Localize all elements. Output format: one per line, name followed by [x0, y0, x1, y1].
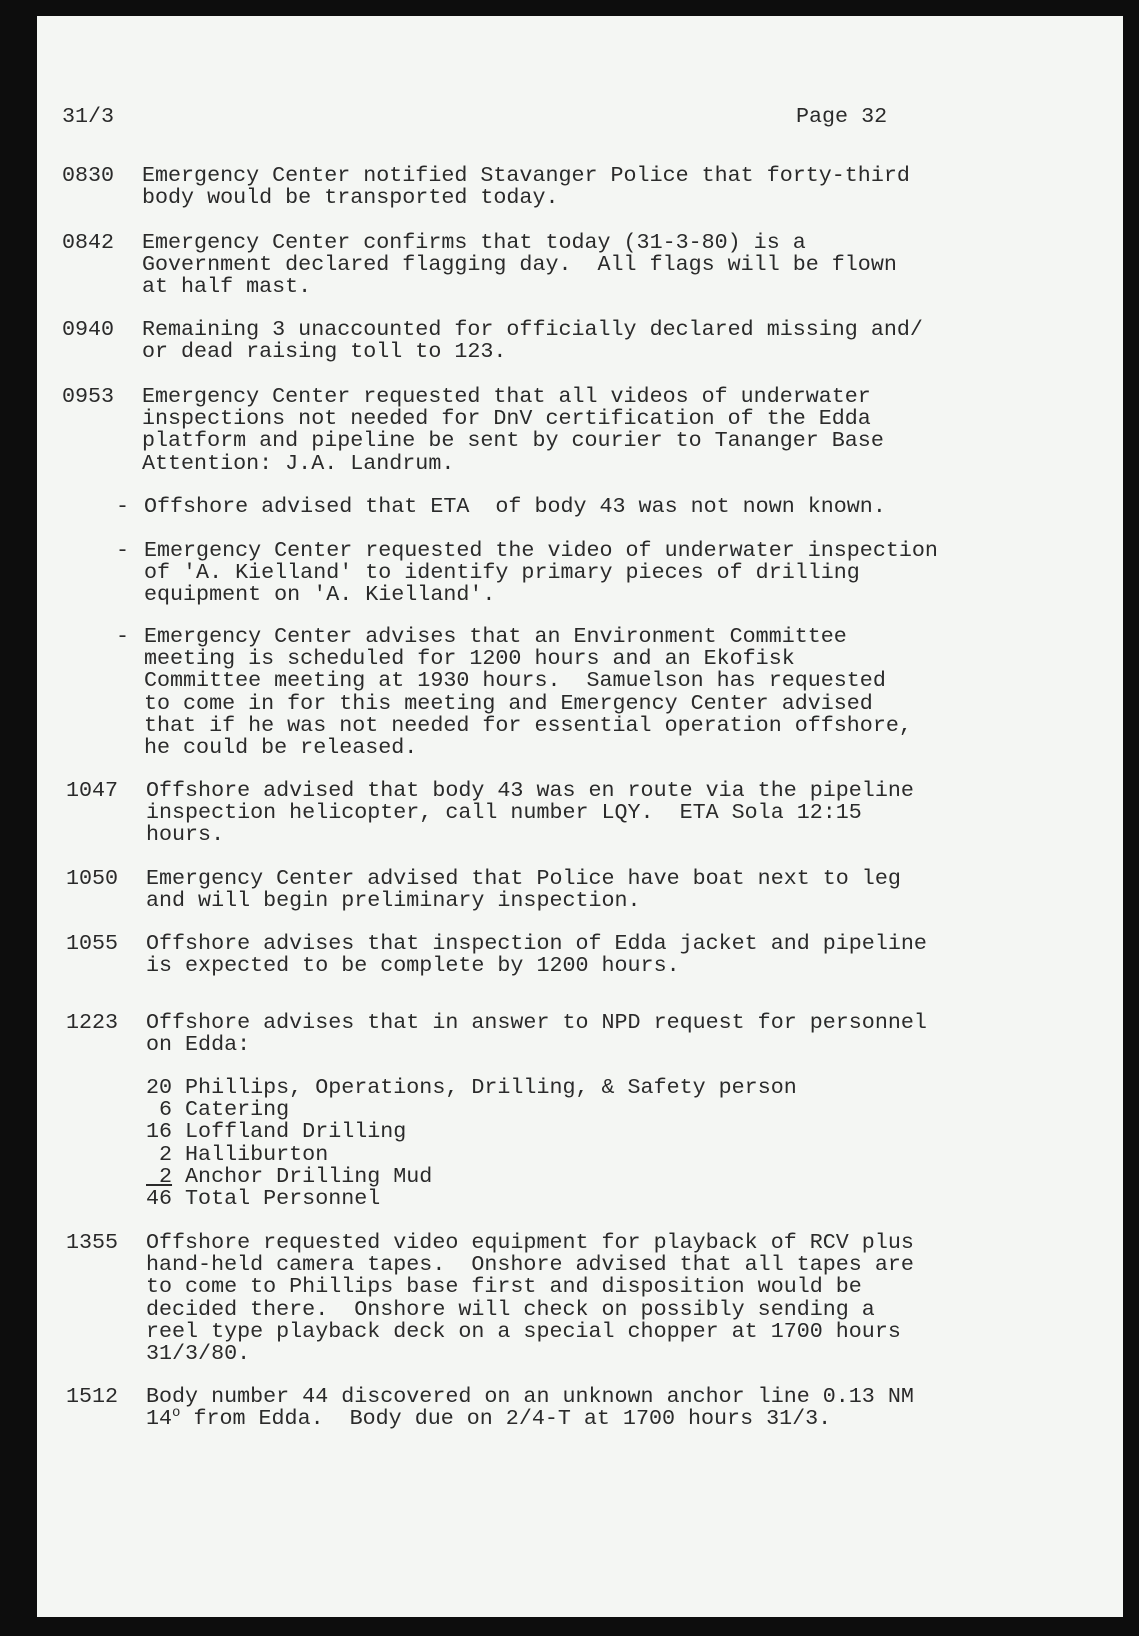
- bullet-dash: -: [116, 624, 130, 649]
- entry-text: Emergency Center notified Stavanger Police that forty-third body would be transported today.: [142, 163, 910, 211]
- personnel-count: 16: [146, 1119, 173, 1145]
- entry-time: 0842: [62, 230, 115, 255]
- page-number: Page 32: [796, 104, 888, 129]
- entry-time: 1055: [66, 931, 119, 956]
- personnel-row: [146, 1077, 797, 1099]
- personnel-label: Catering: [185, 1097, 290, 1123]
- entry-time: 1047: [66, 778, 119, 803]
- entry-time: 1223: [66, 1010, 119, 1035]
- entry-time: 0953: [62, 384, 115, 409]
- entry-time: 0830: [62, 163, 115, 188]
- personnel-count: 2: [146, 1141, 173, 1167]
- entry-text: [146, 1386, 914, 1430]
- personnel-total-row: [146, 1185, 797, 1211]
- personnel-label: Halliburton: [185, 1141, 329, 1167]
- personnel-row: [146, 1099, 797, 1121]
- entry-text: Offshore advises that in answer to NPD request for personnel on Edda:: [146, 1010, 927, 1058]
- bullet-dash: -: [116, 538, 130, 563]
- entry-text: Offshore advises that inspection of Edda jacket and pipeline is expected to be complete by 1200 hours.: [146, 931, 927, 979]
- degree-symbol: o: [172, 1405, 181, 1422]
- entry-text: Emergency Center requested that all videos of underwater inspections not needed for DnV certification of the Edda platform and pipeline be sent by courier to Tananger Base Attention: J.A. Landrum.: [142, 384, 884, 476]
- entry-text: Emergency Center confirms that today (31-3-80) is a Government declared flagging day. All flags will be flown at half mast.: [142, 230, 897, 300]
- bullet-dash: -: [116, 494, 130, 519]
- date-header: 31/3: [62, 104, 115, 129]
- bullet-text: Emergency Center advises that an Environment Committee meeting is scheduled for 1200 hours and an Ekofisk Committee meeting at 1930 hours. Samuelson has requested to come in for this meeting and Emergency Center advised that if he was not needed for essential operation offshore, he could be released.: [144, 624, 912, 761]
- personnel-label: Total Personnel: [185, 1185, 381, 1211]
- personnel-count: 20: [146, 1075, 173, 1100]
- personnel-row: [146, 1141, 797, 1167]
- entry-line: Body number 44 discovered on an unknown anchor line 0.13 NM: [146, 1384, 914, 1409]
- entry-text: Offshore advised that body 43 was en route via the pipeline inspection helicopter, call number LQY. ETA Sola 12:15 hours.: [146, 778, 914, 848]
- entry-text: Offshore requested video equipment for playback of RCV plus hand-held camera tapes. Onshore advised that all tapes are to come to Phillips base first and disposition would be decided there. Onshore will check on possibly sending a reel type playback deck on a special chopper at 1700 hours 31/3/80.: [146, 1230, 914, 1367]
- personnel-count: 46: [146, 1185, 173, 1211]
- entry-line-rest: from Edda. Body due on 2/4-T at 1700 hours 31/3.: [180, 1406, 832, 1432]
- entry-time: 0940: [62, 317, 115, 342]
- personnel-label: Anchor Drilling Mud: [185, 1163, 433, 1189]
- entry-text: Emergency Center advised that Police have boat next to leg and will begin preliminary inspection.: [146, 866, 901, 914]
- personnel-count: 6: [146, 1097, 173, 1123]
- personnel-row: [146, 1163, 797, 1189]
- bullet-text: Emergency Center requested the video of underwater inspection of 'A. Kielland' to identify primary pieces of drilling equipment on 'A. Kielland'.: [144, 538, 938, 608]
- bullet-text: Offshore advised that ETA of body 43 was not nown known.: [144, 494, 886, 519]
- personnel-label: Loffland Drilling: [185, 1119, 407, 1145]
- personnel-label: Phillips, Operations, Drilling, & Safety person: [185, 1075, 797, 1100]
- personnel-list: [146, 1077, 797, 1210]
- entry-line: [146, 1405, 914, 1432]
- personnel-count: 2: [146, 1163, 173, 1189]
- personnel-row: [146, 1121, 797, 1143]
- entry-time: 1512: [66, 1384, 119, 1409]
- bearing-value: 14: [146, 1406, 173, 1432]
- entry-time: 1355: [66, 1230, 119, 1255]
- entry-time: 1050: [66, 866, 119, 891]
- entry-text: Remaining 3 unaccounted for officially declared missing and/ or dead raising toll to 123.: [142, 317, 923, 365]
